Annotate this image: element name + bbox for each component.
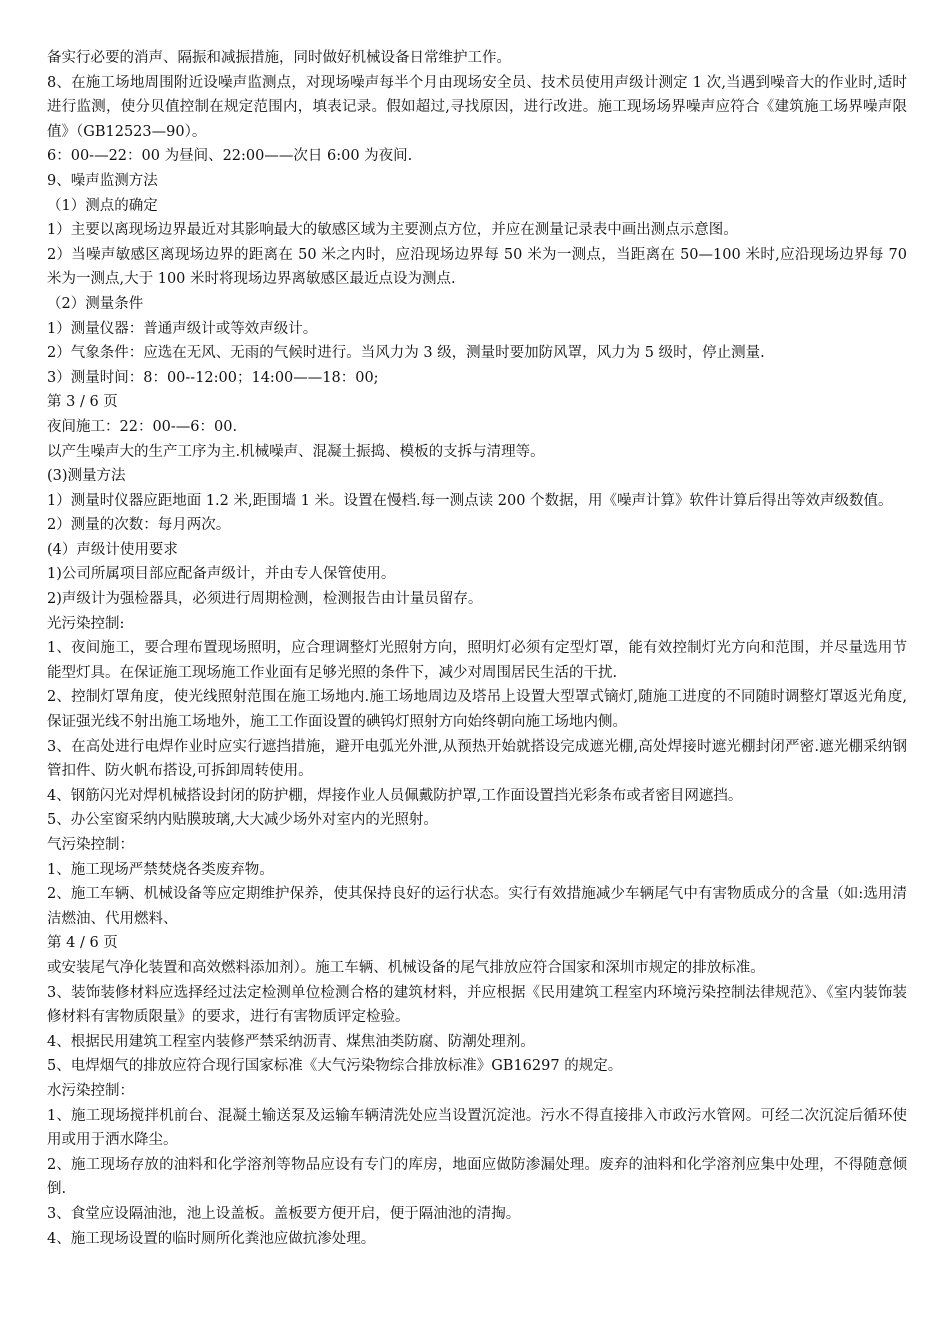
page-number-marker: 第 4 / 6 页: [47, 935, 118, 952]
list-item: 3、装饰装修材料应选择经过法定检测单位检测合格的建筑材料，并应根据《民用建筑工程室内环境污染控制法律规范》、《室内装饰装修材料有害物质限量》的要求，进行有害物质评定检验。: [47, 984, 907, 1026]
list-item: 3、食堂应设隔油池，池上设盖板。盖板要方便开启，便于隔油池的清掏。: [47, 1205, 521, 1222]
text-paragraph-noise-monitoring-points: 8、在施工场地周围附近设噪声监测点，对现场噪声每半个月由现场安全员、技术员使用声级计测定 1 次,当遇到噪音大的作业时,适时进行监测，使分贝值控制在规定范围内，填表记录。假如超过,寻找原因，进行改进。施工现场场界噪声应符合《建筑施工场界噪声限值》（GB12523—90）。: [47, 74, 907, 140]
subsection-heading-measurement-conditions: （2）测量条件: [47, 295, 144, 312]
section-heading-water-pollution: 水污染控制：: [47, 1082, 134, 1099]
list-item: 1、施工现场严禁焚烧各类废弃物。: [47, 861, 274, 878]
list-item: 5、电焊烟气的排放应符合现行国家标准《大气污染物综合排放标准》GB16297 的规定。: [47, 1058, 623, 1075]
list-item: 2、施工车辆、机械设备等应定期维护保养，使其保持良好的运行状态。实行有效措施减少车辆尾气中有害物质成分的含量（如:选用清洁燃油、代用燃料、: [47, 886, 907, 927]
list-item: 2）测量的次数：每月两次。: [47, 517, 231, 534]
list-item: 1、施工现场搅拌机前台、混凝土输送泵及运输车辆清洗处应当设置沉淀池。污水不得直接排入市政污水管网。可经二次沉淀后循环使用或用于洒水降尘。: [47, 1107, 907, 1149]
list-item: 1）测量时仪器应距地面 1.2 米,距围墙 1 米。设置在慢档.每一测点读 200 个数据，用《噪声计算》软件计算后得出等效声级数值。: [47, 492, 893, 509]
section-heading-air-pollution: 气污染控制：: [47, 837, 134, 853]
list-item: 2、控制灯罩角度，使光线照射范围在施工场地内.施工场地周边及塔吊上设置大型罩式镝灯,随施工进度的不同随时调整灯罩返光角度,保证强光线不射出施工场地外，施工工作面设置的碘钨灯照射方向始终朝向施工场地内侧。: [47, 689, 907, 731]
list-item: 5、办公室窗采纳内贴膜玻璃,大大减少场外对室内的光照射。: [47, 812, 438, 829]
text-line: 备实行必要的消声、隔振和减振措施，同时做好机械设备日常维护工作。: [47, 50, 511, 66]
section-heading-light-pollution: 光污染控制:: [47, 615, 125, 632]
document-page: [47, 46, 907, 1251]
list-item: 4、根据民用建筑工程室内装修严禁采纳沥青、煤焦油类防腐、防潮处理剂。: [47, 1033, 535, 1050]
list-item: 3）测量时间：8：00--12:00；14:00——18：00;: [47, 369, 379, 386]
subsection-heading-sound-level-meter: (4）声级计使用要求: [47, 541, 178, 558]
list-item: 1）测量仪器：普通声级计或等效声级计。: [47, 320, 318, 337]
list-item: 2、施工现场存放的油料和化学溶剂等物品应设有专门的库房，地面应做防渗漏处理。废弃的油料和化学溶剂应集中处理，不得随意倾倒.: [47, 1156, 907, 1198]
text-line-day-night-hours: 6：00-—22：00 为昼间、22:00——次日 6:00 为夜间.: [47, 148, 413, 165]
text-line: 夜间施工：22：00-—6：00.: [47, 418, 238, 435]
list-item: 1）主要以离现场边界最近对其影响最大的敏感区域为主要测点方位，并应在测量记录表中画出测点示意图。: [47, 222, 738, 239]
subsection-heading-measurement-points: （1）测点的确定: [47, 197, 158, 214]
page-number-marker: 第 3 / 6 页: [47, 394, 118, 411]
text-line: 或安装尾气净化装置和高效燃料添加剂）。施工车辆、机械设备的尾气排放应符合国家和深圳市规定的排放标准。: [47, 959, 765, 976]
section-heading-noise-monitoring-method: 9、噪声监测方法: [47, 172, 158, 189]
list-item: 2）当噪声敏感区离现场边界的距离在 50 米之内时，应沿现场边界每 50 米为一测点，当距离在 50—100 米时,应沿现场边界每 70 米为一测点,大于 100 米时将现场边界离敏感区最近点设为测点.: [47, 246, 907, 288]
list-item: 4、钢筋闪光对焊机械搭设封闭的防护棚，焊接作业人员佩戴防护罩,工作面设置挡光彩条布或者密目网遮挡。: [47, 787, 743, 804]
list-item: 3、在高处进行电焊作业时应实行遮挡措施，避开电弧光外泄,从预热开始就搭设完成遮光棚,高处焊接时遮光棚封闭严密.遮光棚采纳钢管扣件、防火帆布搭设,可拆卸周转使用。: [47, 738, 907, 780]
list-item: 2)声级计为强检器具，必须进行周期检测，检测报告由计量员留存。: [47, 591, 483, 608]
subsection-heading-measurement-method: (3)测量方法: [47, 468, 126, 485]
text-line: 以产生噪声大的生产工序为主.机械噪声、混凝土振捣、模板的支拆与清理等。: [47, 443, 545, 460]
list-item: 4、施工现场设置的临时厕所化粪池应做抗渗处理。: [47, 1230, 376, 1247]
list-item: 1)公司所属项目部应配备声级计，并由专人保管使用。: [47, 566, 396, 583]
list-item: 2）气象条件：应选在无风、无雨的气候时进行。当风力为 3 级，测量时要加防风罩，风力为 5 级时，停止测量.: [47, 345, 765, 362]
list-item: 1、夜间施工，要合理布置现场照明，应合理调整灯光照射方向，照明灯必须有定型灯罩，能有效控制灯光方向和范围，并尽量选用节能型灯具。在保证施工现场施工作业面有足够光照的条件下，减少对周围居民生活的干扰.: [47, 640, 907, 681]
